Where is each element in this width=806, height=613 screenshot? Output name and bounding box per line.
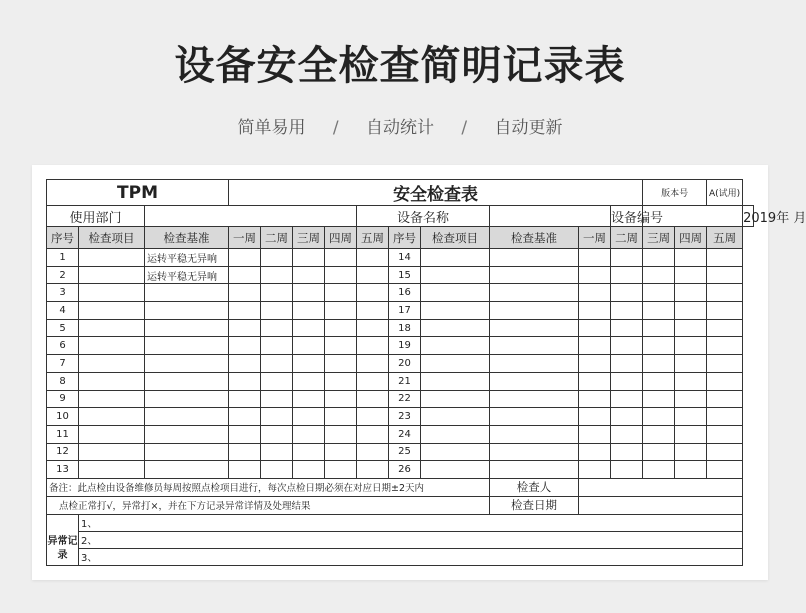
item-cell[interactable] xyxy=(421,284,490,302)
standard-cell[interactable] xyxy=(145,355,229,373)
col-week-1: 一周 xyxy=(579,227,611,249)
week-check-cell[interactable] xyxy=(579,266,611,284)
week-check-cell[interactable] xyxy=(579,319,611,337)
standard-cell[interactable] xyxy=(490,372,579,390)
abnormal-record-label: 异常记录 xyxy=(47,514,79,565)
table-row xyxy=(47,302,754,320)
week-check-cell[interactable] xyxy=(325,302,357,320)
week-check-cell[interactable] xyxy=(293,461,325,479)
week-check-cell[interactable] xyxy=(229,355,261,373)
week-check-cell[interactable] xyxy=(325,408,357,426)
standard-cell[interactable] xyxy=(145,319,229,337)
week-check-cell[interactable] xyxy=(261,249,293,267)
col-item: 检查项目 xyxy=(79,227,145,249)
week-check-cell[interactable] xyxy=(611,372,643,390)
week-check-cell[interactable] xyxy=(293,266,325,284)
week-check-cell[interactable] xyxy=(261,443,293,461)
week-check-cell[interactable] xyxy=(357,355,389,373)
week-check-cell[interactable] xyxy=(325,355,357,373)
col-week-1: 一周 xyxy=(229,227,261,249)
table-row xyxy=(47,408,754,426)
abnormal-row xyxy=(47,531,754,548)
week-check-cell[interactable] xyxy=(293,390,325,408)
row-number: 21 xyxy=(389,372,421,390)
version-label: 版本号 xyxy=(643,180,707,206)
week-check-cell[interactable] xyxy=(675,319,707,337)
inspection-table xyxy=(46,179,806,566)
week-check-cell[interactable] xyxy=(579,249,611,267)
row-number: 10 xyxy=(47,408,79,426)
week-check-cell[interactable] xyxy=(707,461,743,479)
item-cell[interactable] xyxy=(421,302,490,320)
week-check-cell[interactable] xyxy=(579,425,611,443)
table-row xyxy=(47,319,754,337)
row-number: 24 xyxy=(389,425,421,443)
equip-name-value[interactable] xyxy=(490,206,611,227)
week-check-cell[interactable] xyxy=(229,249,261,267)
week-check-cell[interactable] xyxy=(675,443,707,461)
week-check-cell[interactable] xyxy=(643,249,675,267)
item-cell[interactable] xyxy=(79,249,145,267)
week-check-cell[interactable] xyxy=(229,408,261,426)
item-cell[interactable] xyxy=(421,390,490,408)
standard-cell[interactable] xyxy=(490,443,579,461)
week-check-cell[interactable] xyxy=(579,372,611,390)
inspect-date-value[interactable] xyxy=(579,496,743,514)
row-number: 17 xyxy=(389,302,421,320)
col-week-3: 三周 xyxy=(643,227,675,249)
week-check-cell[interactable] xyxy=(229,319,261,337)
week-check-cell[interactable] xyxy=(261,425,293,443)
item-cell[interactable] xyxy=(421,249,490,267)
item-cell[interactable] xyxy=(79,425,145,443)
week-check-cell[interactable] xyxy=(643,266,675,284)
week-check-cell[interactable] xyxy=(675,390,707,408)
standard-cell[interactable] xyxy=(490,390,579,408)
row-number: 25 xyxy=(389,443,421,461)
week-check-cell[interactable] xyxy=(325,284,357,302)
col-week-4: 四周 xyxy=(325,227,357,249)
date-cell[interactable]: 2019年 月 xyxy=(743,206,754,227)
week-check-cell[interactable] xyxy=(579,337,611,355)
col-week-5: 五周 xyxy=(707,227,743,249)
abnormal-line[interactable]: 1、 xyxy=(79,514,743,531)
equip-no-label: 设备编号 xyxy=(611,206,643,227)
week-check-cell[interactable] xyxy=(293,443,325,461)
week-check-cell[interactable] xyxy=(261,266,293,284)
week-check-cell[interactable] xyxy=(357,284,389,302)
week-check-cell[interactable] xyxy=(675,372,707,390)
row-number: 26 xyxy=(389,461,421,479)
week-check-cell[interactable] xyxy=(261,408,293,426)
row-number: 1 xyxy=(47,249,79,267)
week-check-cell[interactable] xyxy=(293,249,325,267)
abnormal-row xyxy=(47,548,754,565)
week-check-cell[interactable] xyxy=(357,302,389,320)
row-number: 7 xyxy=(47,355,79,373)
item-cell[interactable] xyxy=(79,372,145,390)
standard-cell[interactable]: 运转平稳无异响 xyxy=(145,266,229,284)
week-check-cell[interactable] xyxy=(325,249,357,267)
week-check-cell[interactable] xyxy=(611,266,643,284)
sheet-title: 安全检查表 xyxy=(229,180,643,206)
standard-cell[interactable] xyxy=(490,249,579,267)
week-check-cell[interactable] xyxy=(579,302,611,320)
week-check-cell[interactable] xyxy=(579,284,611,302)
week-check-cell[interactable] xyxy=(357,390,389,408)
page-title: 设备安全检查简明记录表 xyxy=(174,43,626,89)
col-week-5: 五周 xyxy=(357,227,389,249)
item-cell[interactable] xyxy=(421,425,490,443)
col-week-2: 二周 xyxy=(261,227,293,249)
col-standard: 检查基准 xyxy=(490,227,579,249)
col-week-3: 三周 xyxy=(293,227,325,249)
table-row xyxy=(47,390,754,408)
week-check-cell[interactable] xyxy=(579,408,611,426)
week-check-cell[interactable] xyxy=(357,337,389,355)
week-check-cell[interactable] xyxy=(707,337,743,355)
week-check-cell[interactable] xyxy=(643,461,675,479)
row-number: 19 xyxy=(389,337,421,355)
week-check-cell[interactable] xyxy=(325,461,357,479)
note-line-2: 点检正常打√，异常打×，并在下方记录异常详情及处理结果 xyxy=(47,496,490,514)
week-check-cell[interactable] xyxy=(229,372,261,390)
column-header-row xyxy=(47,227,754,249)
row-number: 2 xyxy=(47,266,79,284)
week-check-cell[interactable] xyxy=(643,319,675,337)
standard-cell[interactable] xyxy=(145,390,229,408)
week-check-cell[interactable] xyxy=(707,372,743,390)
row-number: 11 xyxy=(47,425,79,443)
week-check-cell[interactable] xyxy=(325,443,357,461)
note-line-1: 备注：此点检由设备维修员每周按照点检项目进行，每次点检日期必须在对应日期±2天内 xyxy=(47,478,490,496)
row-number: 20 xyxy=(389,355,421,373)
week-check-cell[interactable] xyxy=(325,425,357,443)
week-check-cell[interactable] xyxy=(611,443,643,461)
week-check-cell[interactable] xyxy=(611,408,643,426)
week-check-cell[interactable] xyxy=(611,461,643,479)
standard-cell[interactable] xyxy=(490,319,579,337)
week-check-cell[interactable] xyxy=(293,355,325,373)
inspector-value[interactable] xyxy=(579,478,743,496)
row-number: 9 xyxy=(47,390,79,408)
version-value: A(试用) xyxy=(707,180,743,206)
week-check-cell[interactable] xyxy=(707,390,743,408)
week-check-cell[interactable] xyxy=(579,355,611,373)
table-row xyxy=(47,443,754,461)
item-cell[interactable] xyxy=(79,408,145,426)
table-row xyxy=(47,372,754,390)
week-check-cell[interactable] xyxy=(229,390,261,408)
abnormal-line[interactable]: 2、 xyxy=(79,531,743,548)
standard-cell[interactable] xyxy=(145,337,229,355)
week-check-cell[interactable] xyxy=(261,372,293,390)
week-check-cell[interactable] xyxy=(293,372,325,390)
table-row xyxy=(47,284,754,302)
item-cell[interactable] xyxy=(79,266,145,284)
tag-auto-stats: 自动统计 xyxy=(366,118,434,138)
equip-name-label: 设备名称 xyxy=(357,206,490,227)
week-check-cell[interactable] xyxy=(675,284,707,302)
week-check-cell[interactable] xyxy=(707,425,743,443)
week-check-cell[interactable] xyxy=(643,443,675,461)
standard-cell[interactable] xyxy=(490,284,579,302)
week-check-cell[interactable] xyxy=(643,337,675,355)
standard-cell[interactable] xyxy=(145,284,229,302)
item-cell[interactable] xyxy=(79,319,145,337)
col-week-2: 二周 xyxy=(611,227,643,249)
week-check-cell[interactable] xyxy=(293,337,325,355)
item-cell[interactable] xyxy=(421,461,490,479)
standard-cell[interactable] xyxy=(145,461,229,479)
row-number: 3 xyxy=(47,284,79,302)
standard-cell[interactable] xyxy=(490,355,579,373)
row-number: 18 xyxy=(389,319,421,337)
week-check-cell[interactable] xyxy=(707,249,743,267)
week-check-cell[interactable] xyxy=(229,284,261,302)
week-check-cell[interactable] xyxy=(357,443,389,461)
week-check-cell[interactable] xyxy=(643,284,675,302)
standard-cell[interactable] xyxy=(490,266,579,284)
standard-cell[interactable] xyxy=(490,425,579,443)
col-item: 检查项目 xyxy=(421,227,490,249)
week-check-cell[interactable] xyxy=(643,355,675,373)
week-check-cell[interactable] xyxy=(675,408,707,426)
week-check-cell[interactable] xyxy=(707,284,743,302)
week-check-cell[interactable] xyxy=(261,390,293,408)
tag-easy: 简单易用 xyxy=(237,118,306,138)
week-check-cell[interactable] xyxy=(357,319,389,337)
dept-value[interactable] xyxy=(145,206,357,227)
week-check-cell[interactable] xyxy=(293,408,325,426)
row-number: 4 xyxy=(47,302,79,320)
week-check-cell[interactable] xyxy=(611,249,643,267)
week-check-cell[interactable] xyxy=(325,319,357,337)
inspect-date-label: 检查日期 xyxy=(490,496,579,514)
standard-cell[interactable] xyxy=(490,337,579,355)
tag-separator: / xyxy=(461,118,468,138)
week-check-cell[interactable] xyxy=(675,337,707,355)
week-check-cell[interactable] xyxy=(357,249,389,267)
week-check-cell[interactable] xyxy=(675,266,707,284)
standard-cell[interactable] xyxy=(145,408,229,426)
week-check-cell[interactable] xyxy=(579,390,611,408)
week-check-cell[interactable] xyxy=(357,372,389,390)
col-week-4: 四周 xyxy=(675,227,707,249)
week-check-cell[interactable] xyxy=(611,425,643,443)
week-check-cell[interactable] xyxy=(229,337,261,355)
week-check-cell[interactable] xyxy=(229,302,261,320)
row-number: 16 xyxy=(389,284,421,302)
week-check-cell[interactable] xyxy=(325,372,357,390)
week-check-cell[interactable] xyxy=(325,337,357,355)
standard-cell[interactable] xyxy=(490,302,579,320)
week-check-cell[interactable] xyxy=(261,355,293,373)
week-check-cell[interactable] xyxy=(357,266,389,284)
item-cell[interactable] xyxy=(421,443,490,461)
week-check-cell[interactable] xyxy=(261,284,293,302)
week-check-cell[interactable] xyxy=(293,284,325,302)
standard-cell[interactable] xyxy=(490,461,579,479)
row-number: 6 xyxy=(47,337,79,355)
standard-cell[interactable] xyxy=(145,302,229,320)
week-check-cell[interactable] xyxy=(293,425,325,443)
week-check-cell[interactable] xyxy=(643,302,675,320)
table-row xyxy=(47,425,754,443)
subtitle xyxy=(0,113,800,138)
week-check-cell[interactable] xyxy=(707,408,743,426)
week-check-cell[interactable] xyxy=(675,302,707,320)
week-check-cell[interactable] xyxy=(229,443,261,461)
table-row xyxy=(47,337,754,355)
row-number: 12 xyxy=(47,443,79,461)
week-check-cell[interactable] xyxy=(325,390,357,408)
tag-separator: / xyxy=(332,118,339,138)
dept-label: 使用部门 xyxy=(47,206,145,227)
brand-cell: TPM xyxy=(47,180,229,206)
week-check-cell[interactable] xyxy=(261,461,293,479)
standard-cell[interactable] xyxy=(145,372,229,390)
week-check-cell[interactable] xyxy=(611,337,643,355)
row-number: 15 xyxy=(389,266,421,284)
week-check-cell[interactable] xyxy=(675,425,707,443)
sheet-paper xyxy=(32,165,806,580)
item-cell[interactable] xyxy=(79,461,145,479)
item-cell[interactable] xyxy=(421,337,490,355)
table-row xyxy=(47,266,754,284)
col-seq: 序号 xyxy=(389,227,421,249)
abnormal-row xyxy=(47,514,754,531)
week-check-cell[interactable] xyxy=(675,249,707,267)
row-number: 23 xyxy=(389,408,421,426)
week-check-cell[interactable] xyxy=(707,302,743,320)
item-cell[interactable] xyxy=(421,355,490,373)
item-cell[interactable] xyxy=(421,372,490,390)
week-check-cell[interactable] xyxy=(643,425,675,443)
item-cell[interactable] xyxy=(79,390,145,408)
week-check-cell[interactable] xyxy=(261,302,293,320)
week-check-cell[interactable] xyxy=(579,443,611,461)
week-check-cell[interactable] xyxy=(707,319,743,337)
item-cell[interactable] xyxy=(421,266,490,284)
week-check-cell[interactable] xyxy=(675,461,707,479)
week-check-cell[interactable] xyxy=(357,461,389,479)
week-check-cell[interactable] xyxy=(611,390,643,408)
week-check-cell[interactable] xyxy=(707,355,743,373)
table-row xyxy=(47,461,754,479)
item-cell[interactable] xyxy=(421,319,490,337)
item-cell[interactable] xyxy=(79,443,145,461)
table-row xyxy=(47,249,754,267)
week-check-cell[interactable] xyxy=(293,302,325,320)
standard-cell[interactable] xyxy=(145,425,229,443)
week-check-cell[interactable] xyxy=(579,461,611,479)
week-check-cell[interactable] xyxy=(707,443,743,461)
tag-auto-update: 自动更新 xyxy=(494,118,563,138)
row-number: 8 xyxy=(47,372,79,390)
week-check-cell[interactable] xyxy=(229,425,261,443)
inspector-label: 检查人 xyxy=(490,478,579,496)
week-check-cell[interactable] xyxy=(229,266,261,284)
item-cell[interactable] xyxy=(79,284,145,302)
item-cell[interactable] xyxy=(79,355,145,373)
item-cell[interactable] xyxy=(79,337,145,355)
week-check-cell[interactable] xyxy=(643,390,675,408)
standard-cell[interactable] xyxy=(490,408,579,426)
week-check-cell[interactable] xyxy=(707,266,743,284)
item-cell[interactable] xyxy=(421,408,490,426)
table-row xyxy=(47,355,754,373)
item-cell[interactable] xyxy=(79,302,145,320)
week-check-cell[interactable] xyxy=(643,408,675,426)
week-check-cell[interactable] xyxy=(293,319,325,337)
row-number: 22 xyxy=(389,390,421,408)
abnormal-line[interactable]: 3、 xyxy=(79,548,743,565)
standard-cell[interactable] xyxy=(145,443,229,461)
week-check-cell[interactable] xyxy=(261,319,293,337)
week-check-cell[interactable] xyxy=(611,284,643,302)
week-check-cell[interactable] xyxy=(229,461,261,479)
standard-cell[interactable]: 运转平稳无异响 xyxy=(145,249,229,267)
week-check-cell[interactable] xyxy=(611,302,643,320)
row-number: 5 xyxy=(47,319,79,337)
week-check-cell[interactable] xyxy=(357,408,389,426)
week-check-cell[interactable] xyxy=(643,372,675,390)
week-check-cell[interactable] xyxy=(357,425,389,443)
week-check-cell[interactable] xyxy=(675,355,707,373)
row-number: 14 xyxy=(389,249,421,267)
week-check-cell[interactable] xyxy=(325,266,357,284)
col-seq: 序号 xyxy=(47,227,79,249)
col-standard: 检查基准 xyxy=(145,227,229,249)
week-check-cell[interactable] xyxy=(261,337,293,355)
week-check-cell[interactable] xyxy=(611,319,643,337)
row-number: 13 xyxy=(47,461,79,479)
week-check-cell[interactable] xyxy=(611,355,643,373)
